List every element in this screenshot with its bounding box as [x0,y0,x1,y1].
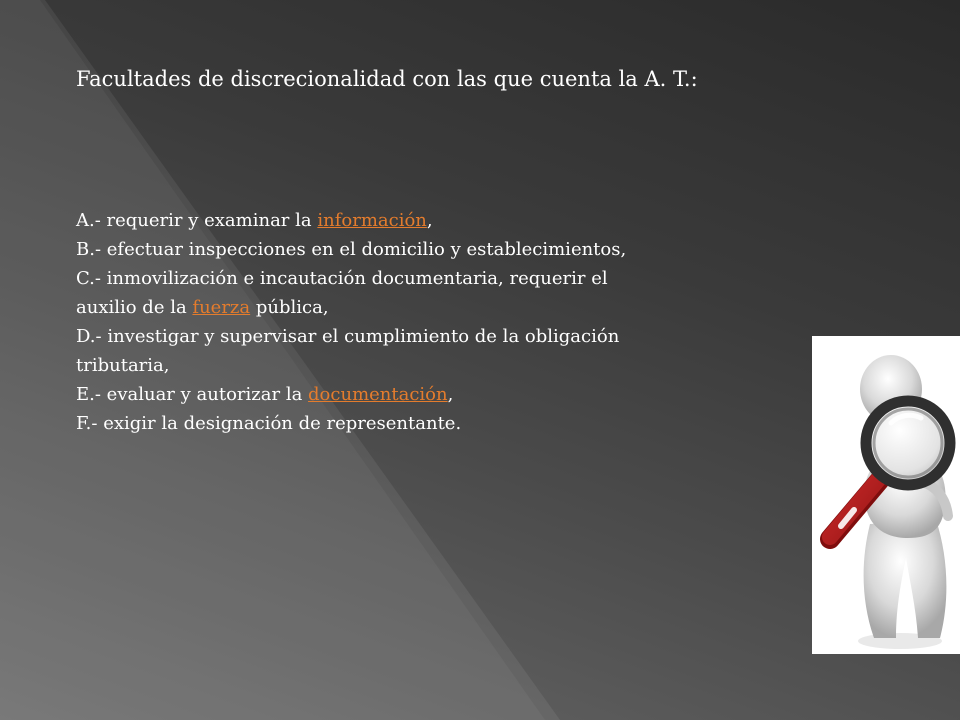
list-item-text: B.- efectuar inspecciones en el domicilio y establecimientos, [76,239,627,260]
illustration-box [812,336,960,654]
list-item-text: , [447,384,454,405]
person-with-magnifying-glass-icon [812,336,960,654]
documentacion-link[interactable]: documentación [308,384,448,405]
list-item-text: C.- inmovilización e incautación documentaria, requerir el [76,268,608,289]
list-item-text: pública, [250,297,329,318]
slide-title: Facultades de discrecionalidad con las que cuenta la A. T.: [76,67,698,91]
body-list [76,206,726,438]
fuerza-link[interactable]: fuerza [192,297,251,318]
list-item [76,380,726,409]
list-item-text: auxilio de la [76,297,193,318]
list-item-text: tributaria, [76,355,170,376]
list-item [76,322,726,351]
informacion-link[interactable]: información [317,210,427,231]
list-item [76,235,726,264]
list-item [76,409,726,438]
list-item [76,206,726,235]
list-item-text: F.- exigir la designación de representante. [76,413,462,434]
list-item [76,293,726,322]
list-item-text: , [426,210,433,231]
list-item-text: D.- investigar y supervisar el cumplimiento de la obligación [76,326,620,347]
list-item-text: A.- requerir y examinar la [76,210,318,231]
list-item-text: E.- evaluar y autorizar la [76,384,309,405]
list-item [76,264,726,293]
list-item [76,351,726,380]
